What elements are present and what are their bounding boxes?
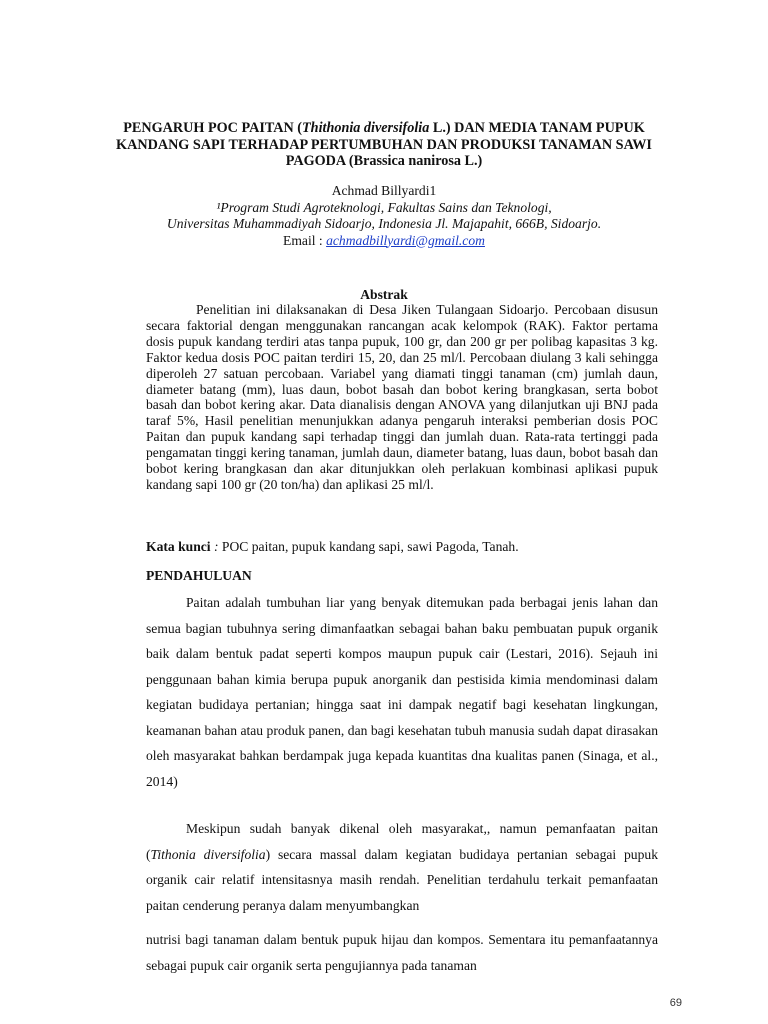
title-part2: L.) DAN MEDIA TANAM PUPUK KANDANG SAPI TERHADAP PERTUMBUHAN DAN PRODUKSI TANAMAN SAWI PAGODA (Brassica nanirosa L.) <box>116 120 652 169</box>
abstract-text: Penelitian ini dilaksanakan di Desa Jiken Tulangaan Sidoarjo. Percobaan disusun secara faktorial dengan menggunakan rancangan acak kelompok (RAK). Faktor pertama dosis pupuk kandang terdiri atas tanpa pupuk, 100 gr, dan 200 gr per polibag kapasitas 3 kg. Faktor kedua dosis POC paitan terdiri 15, 20, dan 25 ml/l. Percobaan diulang 3 kali sehingga diperoleh 27 satuan percobaan. Variabel yang diamati tinggi tanaman (cm) jumlah daun, diameter batang (mm), luas daun, bobot basah dan bobot kering brangkasan, serta bobot basah dan bobot kering akar. Data dianalisis dengan ANOVA yang dilanjutkan uji BNJ pada taraf 5%, Hasil penelitian menunjukkan adanya pengaruh interaksi pemberian dosis POC Paitan dan pupuk kandang sapi terhadap tinggi dan jumlah duan. Rata-rata tertinggi pada pengamatan tinggi kering tanaman, jumlah daun, diameter batang, luas daun, bobot basah dan bobot kering brangkasan dan akar ditunjukkan oleh perlakuan kombinasi aplikasi pupuk kandang sapi 100 gr (20 ton/ha) dan aplikasi 25 ml/l. <box>146 302 658 492</box>
keywords-text: POC paitan, pupuk kandang sapi, sawi Pagoda, Tanah. <box>221 539 519 554</box>
keywords-label: Kata kunci <box>146 539 211 554</box>
affiliation-line-2: Universitas Muhammadiyah Sidoarjo, Indonesia Jl. Majapahit, 666B, Sidoarjo. <box>166 216 602 231</box>
email-label: Email : <box>283 232 327 248</box>
p2-end: ) secara massal dalam kegiatan budidaya pertanian sebagai pupuk organik cair relatif intensitasnya masih rendah. Penelitian terdahulu terkait pemanfaatan paitan cenderung peranya dalam menyumbangkan <box>146 846 658 913</box>
intro-paragraph-2 <box>146 816 658 918</box>
email-link[interactable]: achmadbillyardi@gmail.com <box>326 232 485 248</box>
email-line <box>100 233 668 250</box>
section-heading: PENDAHULUAN <box>146 568 252 583</box>
abstract-heading: Abstrak <box>360 287 408 302</box>
p2-species: Tithonia diversifolia <box>150 846 266 862</box>
title-part1: PENGARUH POC PAITAN ( <box>123 120 303 136</box>
page-number: 69 <box>669 997 682 1009</box>
intro-paragraph-3: nutrisi bagi tanaman dalam bentuk pupuk hijau dan kompos. Sementara itu pemanfaatannya sebagai pupuk cair organik serta pengujiannya pada tanaman <box>146 932 658 973</box>
author-name: Achmad Billyardi1 <box>331 183 437 198</box>
affiliation-line-1: ¹Program Studi Agroteknologi, Fakultas Sains dan Teknologi, <box>216 199 552 215</box>
paper-title <box>110 120 658 170</box>
p2-start: Meskipun sudah banyak dikenal oleh masyarakat,, namun pemanfaatan paitan ( <box>146 821 658 862</box>
keywords-line <box>146 539 658 555</box>
intro-paragraph-1: Paitan adalah tumbuhan liar yang benyak ditemukan pada berbagai jenis lahan dan semua bagian tubuhnya sering dimanfaatkan sebagai bahan baku pembuatan pupuk organik baik dalam bentuk padat seperti kompos maupun pupuk cair (Lestari, 2016). Sejauh ini penggunaan bahan kimia berupa pupuk anorganik dan pestisida kimia mendominasi dalam kegiatan budidaya pertanian; hingga saat ini dampak negatif bagi kesehatan lingkungan, keamanan bahan atau produk panen, dan bagi kesehatan tubuh manusia sudah dapat dirasakan oleh masyarakat bahkan berdampak juga kepada kuantitas dna kualitas panen (Sinaga, et al., 2014) <box>146 595 658 789</box>
author-block <box>100 183 668 249</box>
keywords-separator: : <box>210 539 222 554</box>
title-species: Thithonia diversifolia <box>302 120 430 136</box>
